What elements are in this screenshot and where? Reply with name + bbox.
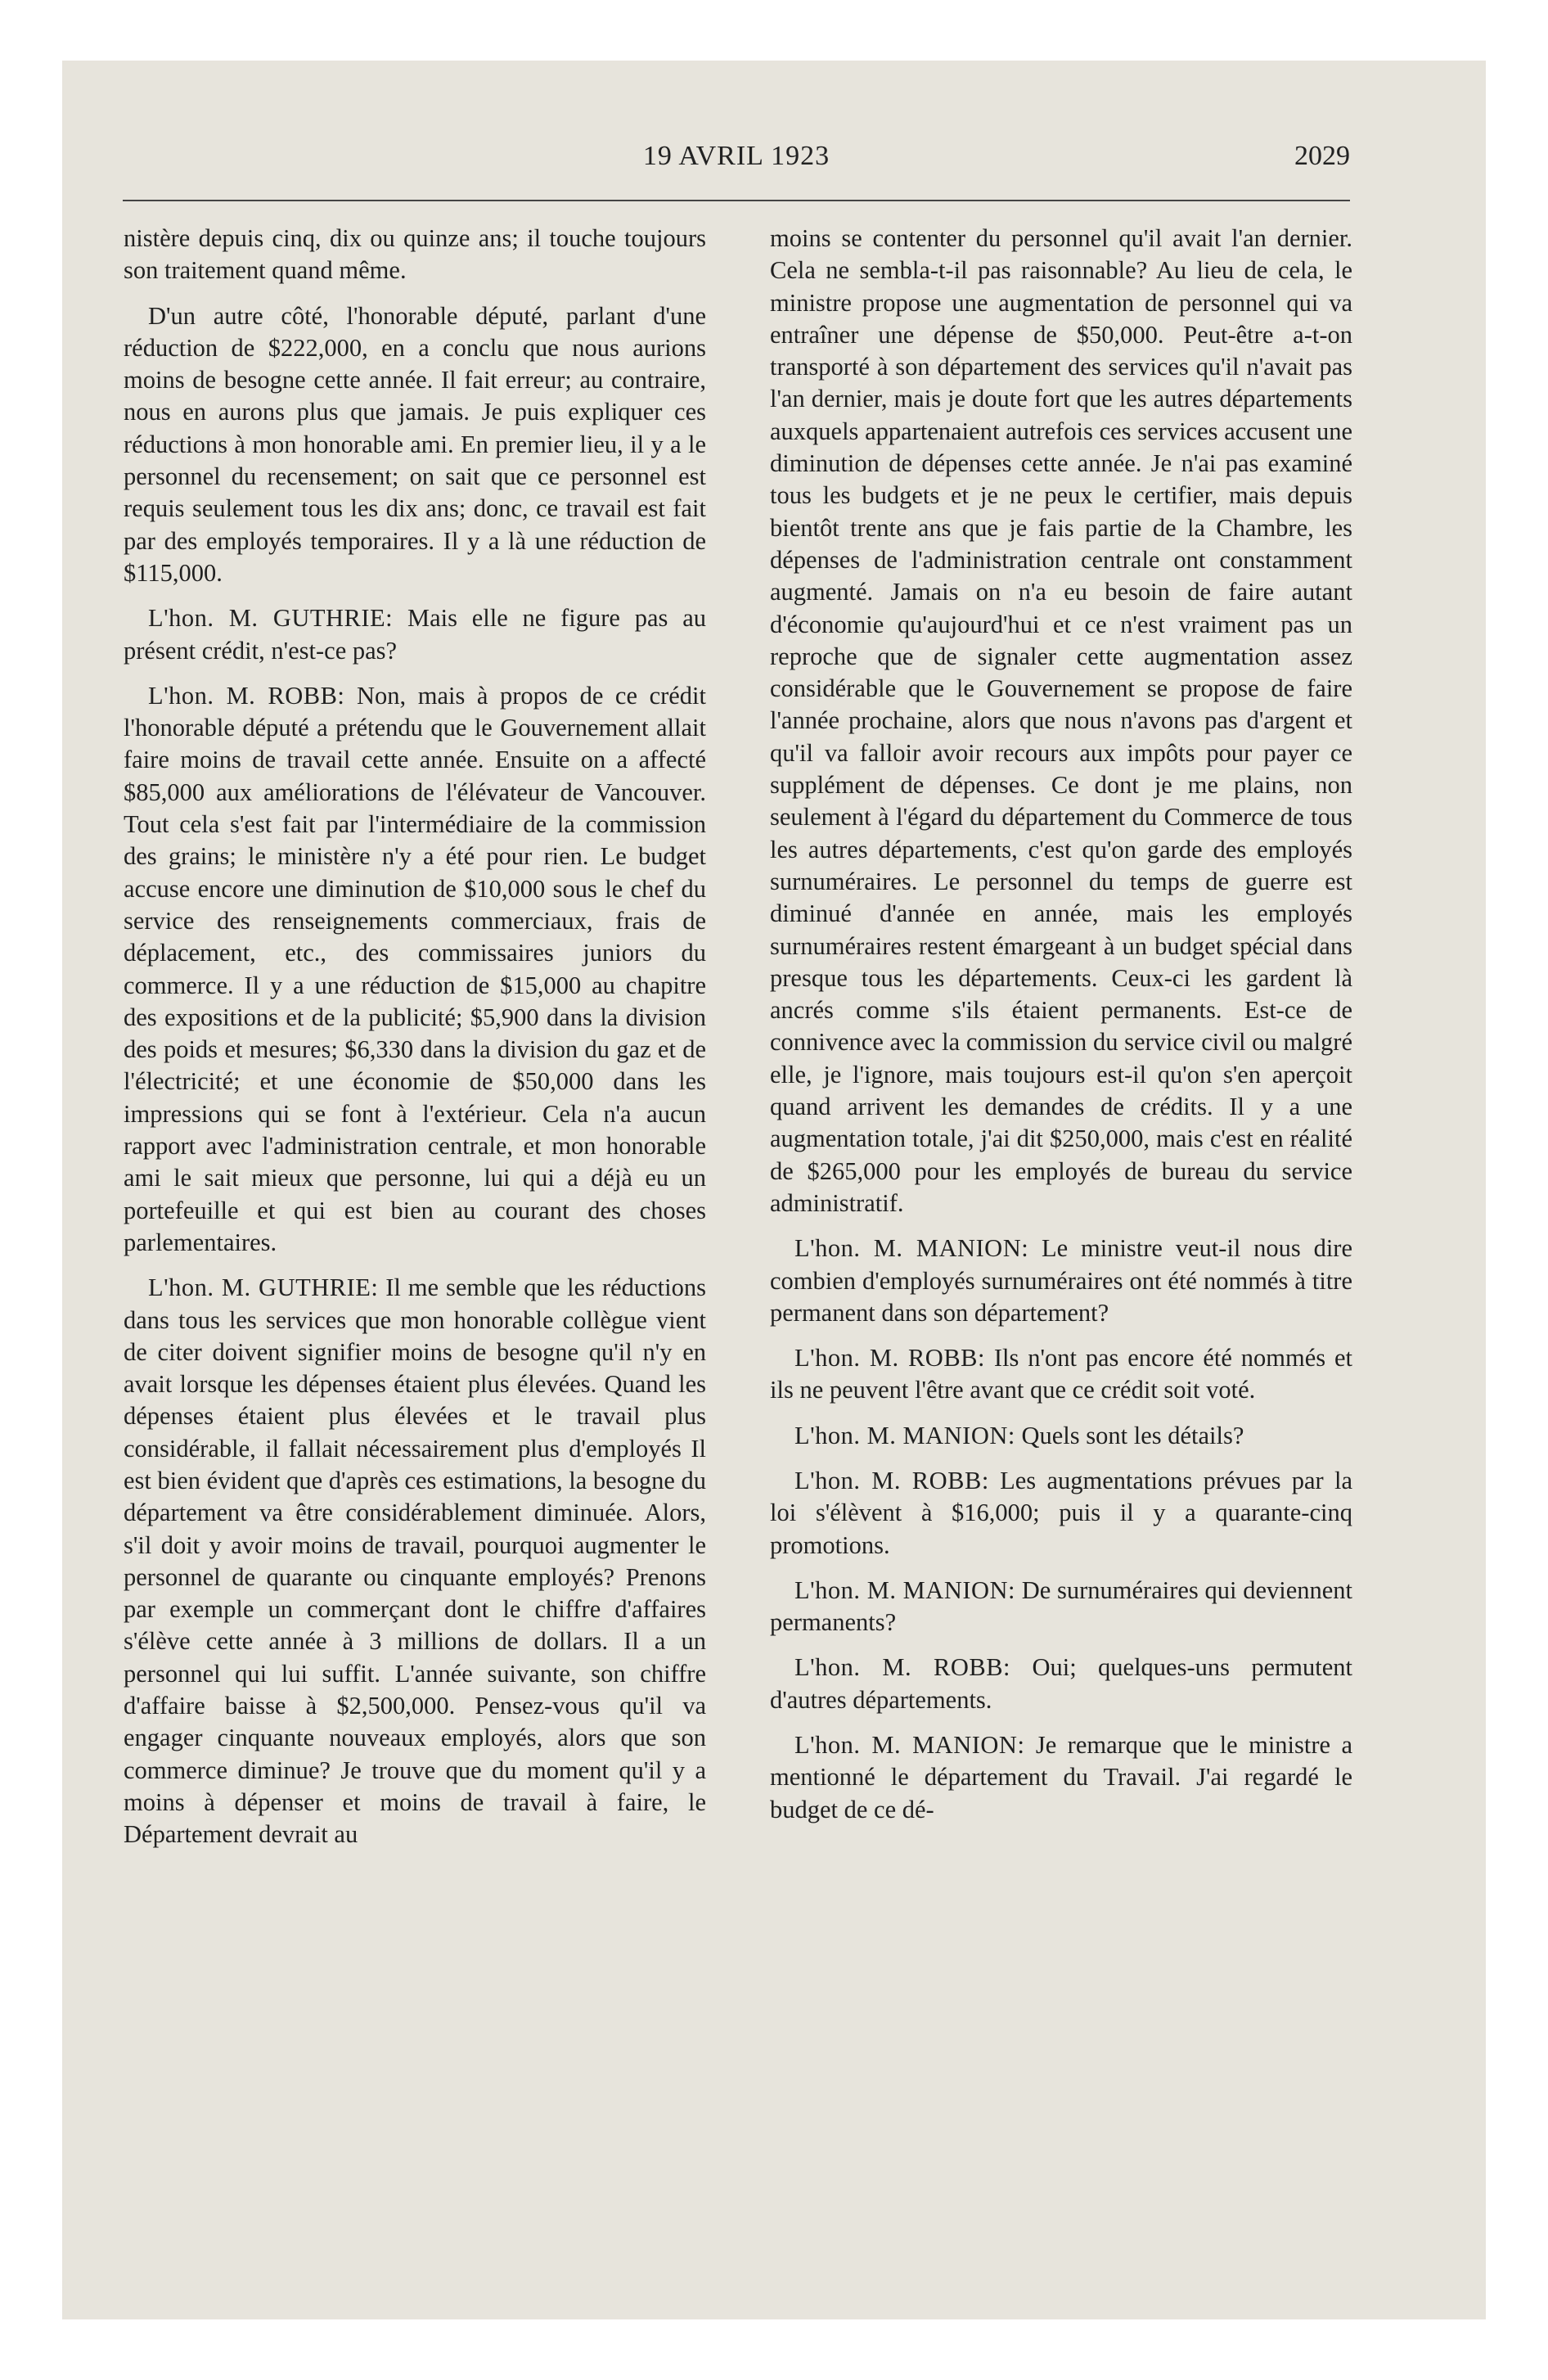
page-header — [123, 141, 1350, 182]
page-date: 19 AVRIL 1923 — [642, 141, 830, 171]
paragraph-text: D'un autre côté, l'honorable député, parlant d'une réduction de $222,000, en a conclu que nous aurions moins de besogne cette année. Il fait erreur; au contraire, nous en aurons plus que jamais. Je puis expliquer ces réductions à mon honorable ami. En premier lieu, il y a le personnel du recensement; on sait que ce personnel est requis seulement tous les dix ans; donc, ce travail est fait par des employés temporaires. Il y a là une réduction de $115,000. — [124, 301, 706, 587]
paragraph-text: nistère depuis cinq, dix ou quinze ans; il touche toujours son traitement quand même. — [124, 224, 706, 285]
speaker-name: L'hon. M. MANION: — [794, 1731, 1025, 1760]
speaker-name: L'hon. M. ROBB: — [794, 1344, 985, 1373]
speech — [770, 1233, 1352, 1329]
speech — [770, 1729, 1352, 1826]
speech-text: Ils n'ont pas encore été nommés et ils ne peuvent l'être avant que ce crédit soit voté. — [770, 1344, 1353, 1404]
left-column — [124, 223, 706, 1864]
paragraph-text: moins se contenter du personnel qu'il avait l'an dernier. Cela ne sembla-t-il pas raisonnable? Au lieu de cela, le ministre propose une augmentation de personnel qui va entraîner une dépense de $50,000. Peut-être a-t-on transporté à son département des services qu'il n'avait pas l'an dernier, mais je doute fort que les autres départements auxquels appartenaient autrefois ces services accusent une diminution de dépenses cette année. Je n'ai pas examiné tous les budgets et je ne peux le certifier, mais depuis bientôt trente ans que je fais partie de la Chambre, les dépenses de l'administration centrale ont constamment augmenté. Jamais on n'a eu besoin de faire autant d'économie qu'aujourd'hui et ce n'est vraiment pas un reproche que de signaler cette augmentation assez considérable que le Gouvernement se propose de faire l'année prochaine, alors que nous n'avons pas d'argent et qu'il va falloir avoir recours aux impôts pour payer ce supplément de dépenses. Ce dont je me plains, non seulement à l'égard du département du Commerce de tous les autres départements, c'est qu'on garde des employés surnuméraires. Le personnel du temps de guerre est diminué d'année en année, mais les employés surnuméraires restent émargeant à un budget spécial dans presque tous les départements. Ceux-ci les gardent là ancrés comme s'ils étaient permanents. Est-ce de connivence avec la commission du service civil ou malgré elle, je l'ignore, mais toujours est-il qu'on s'en aperçoit quand arrivent les demandes de crédits. Il y a une augmentation totale, j'ai dit $250,000, mais c'est en réalité de $265,000 pour les employés de bureau du service administratif. — [770, 224, 1352, 1217]
speech-text: Mais elle ne figure pas au présent crédit, n'est-ce pas? — [124, 604, 706, 665]
speech-text: De surnuméraires qui deviennent permanents? — [770, 1575, 1352, 1637]
speaker-name: L'hon. M. ROBB: — [148, 681, 345, 710]
speaker-name: L'hon. M. MANION: — [794, 1575, 1016, 1604]
speech — [124, 680, 706, 1259]
speech-text: Les augmentations prévues par la loi s'élèvent à $16,000; puis il y a quarante-cinq promotions. — [770, 1466, 1352, 1559]
paragraph — [124, 223, 706, 287]
speech-text: Je remarque que le ministre a mentionné le département du Travail. J'ai regardé le budget de ce dé- — [770, 1731, 1352, 1823]
right-column — [770, 223, 1352, 1839]
speaker-name: L'hon. M. GUTHRIE: — [148, 604, 394, 633]
speech-text: Le ministre veut-il nous dire combien d'employés surnuméraires ont été nommés à titre permanent dans son département? — [770, 1234, 1353, 1327]
speaker-name: L'hon. M. ROBB: — [794, 1466, 989, 1494]
speaker-name: L'hon. M. ROBB: — [794, 1653, 1011, 1682]
speech — [770, 1465, 1352, 1562]
page-number: 2029 — [1294, 141, 1350, 171]
paragraph — [124, 300, 706, 590]
speaker-name: L'hon. M. MANION: — [794, 1234, 1029, 1263]
header-rule — [123, 200, 1350, 201]
speech-text: Quels sont les détails? — [1021, 1421, 1244, 1449]
speech — [770, 1342, 1352, 1407]
speech-text: Il me semble que les réductions dans tous les services que mon honorable collègue vient de citer doivent signifier moins de besogne qu'il n'y en avait lorsque les dépenses étaient plus élevées. Quand les dépenses étaient plus élevées et le travail plus considérable, il fallait nécessairement plus d'employés Il est bien évident que d'après ces estimations, la besogne du département va être considérablement diminuée. Alors, s'il doit y avoir moins de travail, pourquoi augmenter le personnel de quarante ou cinquante employés? Prenons par exemple un commerçant dont le chiffre d'affaires s'élève cette année à 3 millions de dollars. Il a un personnel qui lui suffit. L'année suivante, son chiffre d'affaire baisse à $2,500,000. Pensez-vous qu'il va engager cinquante nouveaux employés, alors que son commerce diminue? Je trouve que du moment qu'il y a moins à dépenser et moins de travail à faire, le Département devrait au — [124, 1273, 706, 1849]
speech — [124, 602, 706, 667]
speaker-name: L'hon. M. GUTHRIE: — [148, 1273, 379, 1302]
speech — [770, 1652, 1352, 1716]
speech-text: Non, mais à propos de ce crédit l'honorable député a prétendu que le Gouvernement allait faire moins de travail cette année. Ensuite on a affecté $85,000 aux améliorations de l'élévateur de Vancouver. Tout cela s'est fait par l'intermédiaire de la commission des grains; le ministère n'y a été pour rien. Le budget accuse encore une diminution de $10,000 sous le chef du service des renseignements commerciaux, frais de déplacement, etc., des commissaires juniors du commerce. Il y a une réduction de $15,000 au chapitre des expositions et de la publicité; $5,900 dans la division des poids et mesures; $6,330 dans la division du gaz et de l'électricité; et une économie de $50,000 dans les impressions qui se font à l'extérieur. Cela n'a aucun rapport avec l'administration centrale, et mon honorable ami le sait mieux que personne, lui qui a déjà eu un portefeuille et qui est bien au courant des choses parlementaires. — [124, 681, 707, 1256]
speech — [124, 1272, 706, 1850]
speech — [770, 1420, 1352, 1452]
speech-text: Oui; quelques-uns permutent d'autres départements. — [770, 1653, 1353, 1714]
speaker-name: L'hon. M. MANION: — [794, 1421, 1015, 1449]
speech — [770, 1575, 1352, 1639]
paragraph — [770, 223, 1352, 1219]
